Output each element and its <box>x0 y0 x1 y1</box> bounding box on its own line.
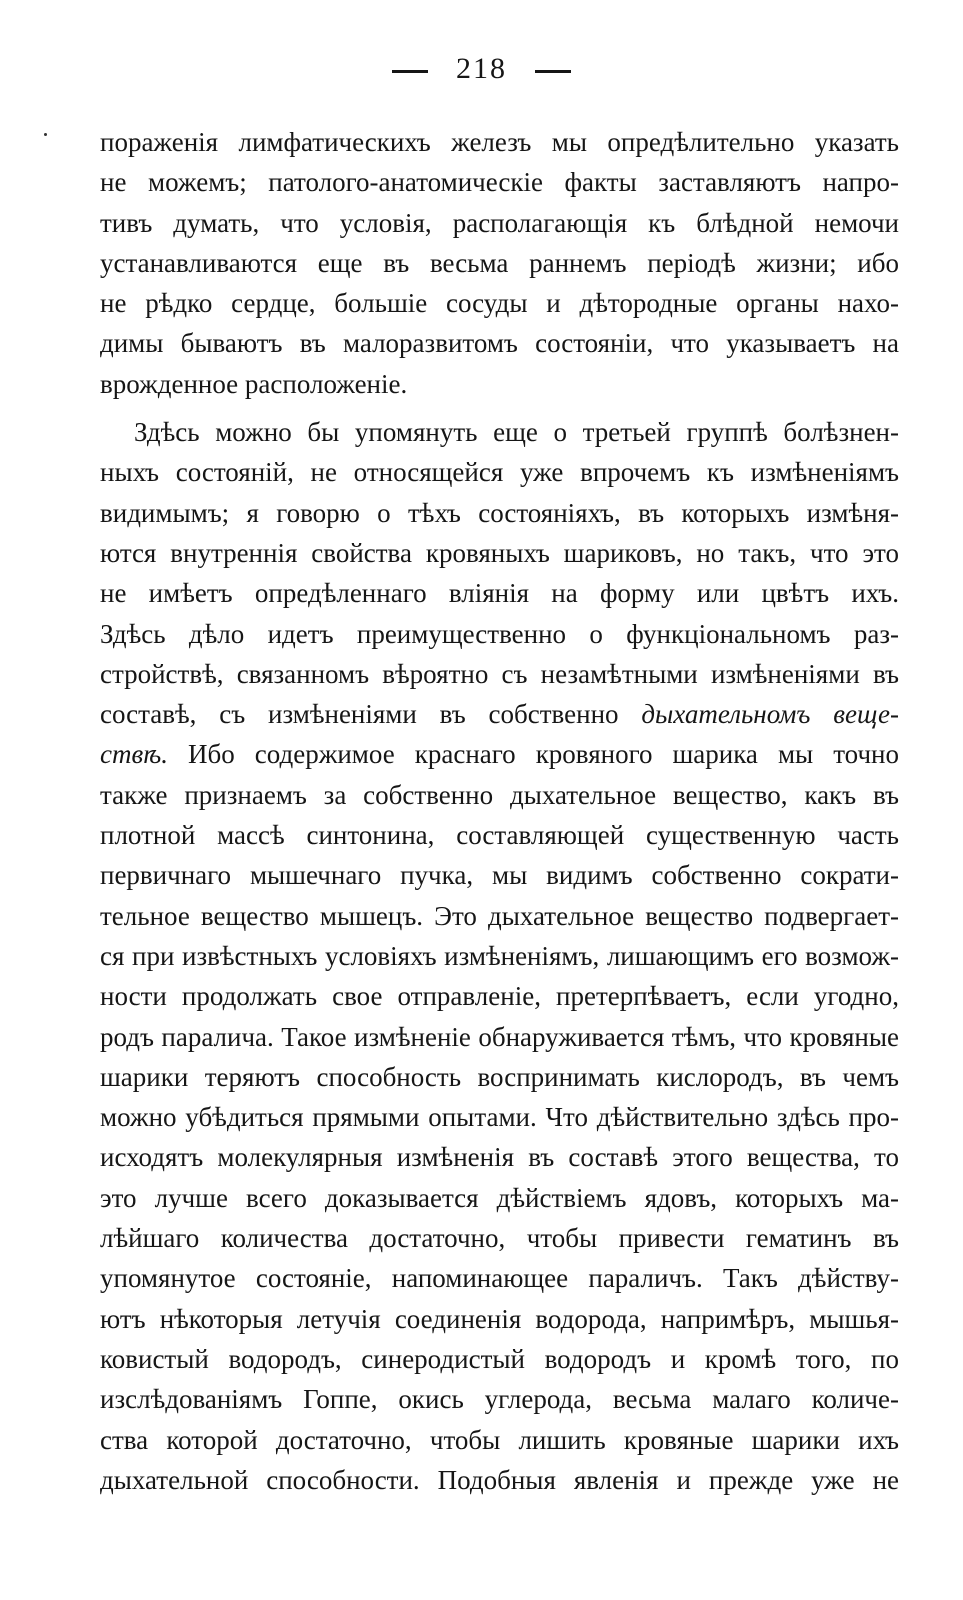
text-line: Здѣсь дѣло идетъ преимущественно о функціональномъ раз- <box>100 618 899 649</box>
text-line: видимымъ; я говорю о тѣхъ состояніяхъ, въ которыхъ измѣня- <box>100 497 899 528</box>
text-line: устанавливаются еще въ весьма раннемъ періодѣ жизни; ибо <box>100 247 899 278</box>
text-line: это лучше всего доказывается дѣйствіемъ ядовъ, которыхъ ма- <box>100 1182 899 1213</box>
text-line: можно убѣдиться прямыми опытами. Что дѣйствительно здѣсь про- <box>100 1102 899 1133</box>
left-dash <box>392 70 428 73</box>
text-line: не можемъ; патолого-анатомическіе факты заставляютъ напро- <box>100 167 899 198</box>
text-line: исходятъ молекулярныя измѣненія въ составѣ этого вещества, то <box>100 1142 899 1173</box>
text-line: димы бываютъ въ малоразвитомъ состояніи, что указываетъ на <box>100 328 899 359</box>
text-line: первичнаго мышечнаго пучка, мы видимъ собственно сократи- <box>100 860 899 891</box>
text-line: стройствѣ, связанномъ вѣроятно съ незамѣтными измѣненіями въ <box>100 658 899 689</box>
text-line: пораженія лимфатическихъ железъ мы опредѣлительно указать <box>100 127 899 157</box>
text-line: также признаемъ за собственно дыхательное вещество, какъ въ <box>100 779 899 810</box>
right-dash <box>535 70 571 73</box>
text-line: ныхъ состояній, не относящейся уже впрочемъ къ измѣненіямъ <box>100 457 899 488</box>
text-line: дыхательной способности. Подобныя явленія и прежде уже не <box>100 1464 899 1495</box>
text-line: лѣйшаго количества достаточно, чтобы привести гематинъ въ <box>100 1223 899 1254</box>
text-span: составѣ, съ измѣненіями въ собственно <box>100 699 642 730</box>
margin-dot <box>44 133 47 136</box>
paragraph-gap <box>100 404 899 412</box>
text-line: упомянутое состояніе, напоминающее параличъ. Такъ дѣйству- <box>100 1263 899 1294</box>
text-line: изслѣдованіямъ Гоппе, окись углерода, весьма малаго количе- <box>100 1384 899 1415</box>
text-line: тивъ думать, что условія, располагающія къ блѣдной немочи <box>100 207 899 238</box>
paragraph-1 <box>100 122 899 404</box>
text-line: родъ паралича. Такое измѣненіе обнаруживается тѣмъ, что кровяные <box>100 1021 899 1052</box>
text-line-with-italic <box>100 734 899 774</box>
text-line: шарики теряютъ способность воспринимать кислородъ, въ чемъ <box>100 1061 899 1092</box>
text-span: Ибо содержимое краснаго кровяного шарика мы точно <box>167 739 899 770</box>
text-line: ся при извѣстныхъ условіяхъ измѣненіямъ, лишающимъ его возмож- <box>100 940 899 971</box>
text-line: тельное вещество мышецъ. Это дыхательное вещество подвергает- <box>100 900 899 931</box>
body-text <box>100 122 899 1500</box>
text-line: ются внутреннія свойства кровяныхъ шариковъ, но такъ, что это <box>100 537 899 568</box>
italic-term: ствѣ. <box>100 739 168 770</box>
page-number-text: 218 <box>456 52 507 85</box>
text-line: Здѣсь можно бы упомянуть еще о третьей группѣ болѣзнен- <box>134 417 899 448</box>
text-line: ковистый водородъ, синеродистый водородъ и кромѣ того, по <box>100 1343 899 1374</box>
text-line: не имѣетъ опредѣленнаго вліянія на форму или цвѣтъ ихъ. <box>100 578 899 609</box>
text-line-with-italic <box>100 694 899 734</box>
text-line: плотной массѣ синтонина, составляющей существенную часть <box>100 820 899 851</box>
paragraph-2 <box>100 412 899 1500</box>
text-line: ютъ нѣкоторыя летучія соединенія водорода, напримѣръ, мышья- <box>100 1303 899 1334</box>
text-line: ства которой достаточно, чтобы лишить кровяные шарики ихъ <box>100 1424 899 1455</box>
text-line: ности продолжать свое отправленіе, претерпѣваетъ, если угодно, <box>100 981 899 1012</box>
italic-term: дыхательномъ веще- <box>641 699 899 730</box>
text-line: не рѣдко сердце, большіе сосуды и дѣтородные органы нахо- <box>100 288 899 319</box>
text-line: врожденное расположеніе. <box>100 368 408 399</box>
page-number <box>0 52 963 86</box>
